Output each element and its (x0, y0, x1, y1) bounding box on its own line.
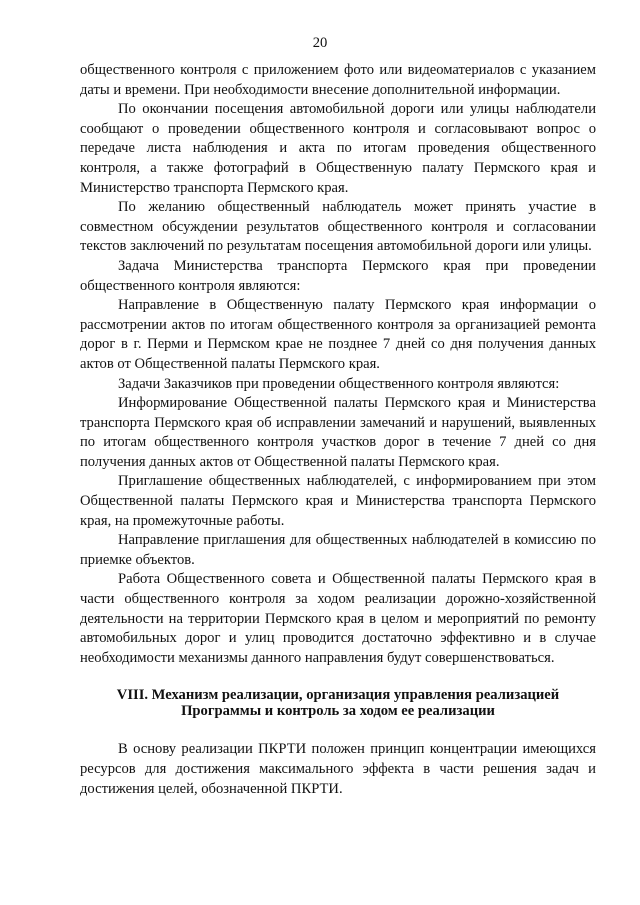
final-paragraph: В основу реализации ПКРТИ положен принцип концентрации имеющихся ресурсов для достижения максимального эффекта в части решения задач и достижения целей, обозначенной ПКРТИ. (80, 741, 596, 797)
paragraph-4: Задача Министерства транспорта Пермского края при проведении общественного контроля являются: (80, 257, 596, 294)
page-number: 20 (312, 35, 328, 51)
section-heading-line-2: Программы и контроль за ходом ее реализации (181, 703, 495, 720)
paragraph-8: Приглашение общественных наблюдателей, с информированием при этом Общественной палаты Пермского края и Министерства транспорта Пермского края, на промежуточные работы. (80, 473, 596, 529)
paragraph-7: Информирование Общественной палаты Пермского края и Министерства транспорта Пермского края об исправлении замечаний и нарушений, выявленных по итогам общественного контроля участков дорог в течение 7 дней со дня получения данных актов от Общественной палаты Пермского края. (80, 395, 596, 470)
paragraph-1: общественного контроля с приложением фото или видеоматериалов с указанием даты и времени. При необходимости внесение дополнительной информации. (80, 62, 596, 98)
paragraph-3: По желанию общественный наблюдатель может принять участие в совместном обсуждении результатов общественного контроля и согласовании текстов заключений по результатам посещения автомобильной дороги или улицы. (80, 199, 596, 255)
section-heading (80, 687, 596, 719)
section-heading-line-1: VIII. Механизм реализации, организация управления реализацией (116, 687, 560, 704)
paragraph-10: Работа Общественного совета и Общественной палаты Пермского края в части общественного контроля за ходом реализации дорожно-хозяйственной деятельности на территории Пермского края в целом и мероприятий по ремонту автомобильных дорог и улиц проводится достаточно эффективно и в случае необходимости механизмы данного направления будут совершенствоваться. (80, 571, 596, 666)
paragraph-5: Направление в Общественную палату Пермского края информации о рассмотрении актов по итогам общественного контроля за организацией ремонта дорог в г. Перми и Пермском крае не позднее 7 дней со дня получения данных актов от Общественной палаты Пермского края. (80, 297, 596, 372)
paragraph-6: Задачи Заказчиков при проведении общественного контроля являются: (118, 375, 560, 392)
document-body (80, 61, 596, 799)
paragraph-9: Направление приглашения для общественных наблюдателей в комиссию по приемке объектов. (80, 532, 596, 568)
paragraph-2: По окончании посещения автомобильной дороги или улицы наблюдатели сообщают о проведении общественного контроля и согласовывают вопрос о передаче листа наблюдения и акта по итогам проведения общественного контроля, а также фотографий в Общественную палату Пермского края и Министерство транспорта Пермского края. (80, 101, 596, 196)
